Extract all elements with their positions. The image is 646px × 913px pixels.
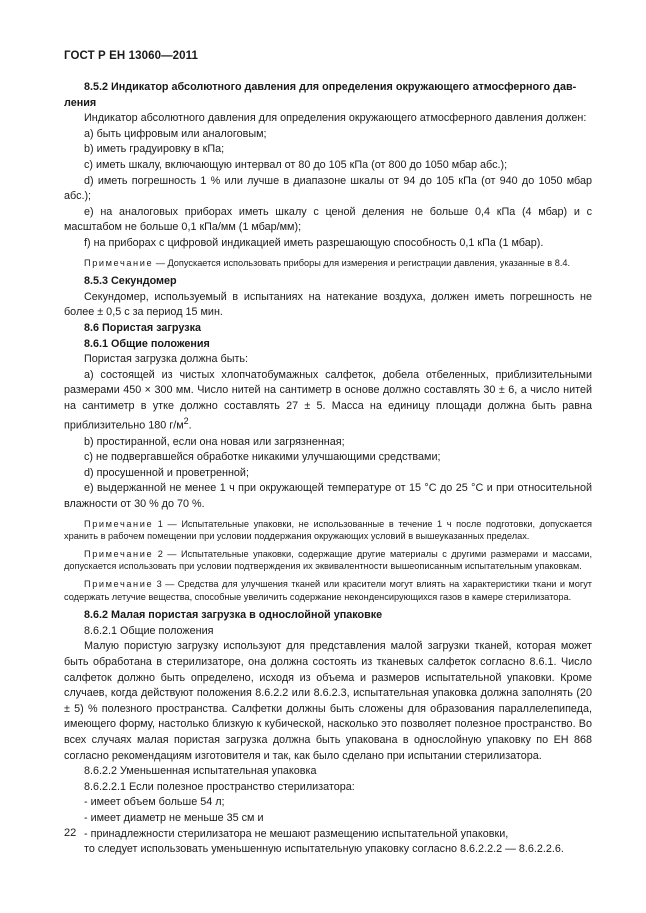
list-item [64, 368, 592, 435]
section-8-6-2-1-heading: 8.6.2.1 Общие положения [84, 624, 214, 637]
page-content [64, 80, 592, 858]
list-item: c) иметь шкалу, включающую интервал от 80 до 105 кПа (от 800 до 1050 мбар абс.); [84, 158, 508, 171]
note-text: — Допускается использовать приборы для измерения и регистрации давления, указанные в 8.4. [153, 257, 571, 268]
section-8-5-3-text: Секундомер, используемый в испытаниях на натекание воздуха, должен иметь погрешность не более ± 0,5 с за период 15 мин. [64, 290, 592, 319]
list-item: d) иметь погрешность 1 % или лучше в диапазоне шкалы от 94 до 105 кПа (от 940 до 1050 мбар абс.); [64, 174, 592, 203]
note-label: Примечание [84, 518, 154, 529]
heading-line-1: 8.5.2 Индикатор абсолютного давления для определения окружающего атмосферного дав- [84, 81, 577, 93]
item-a-end: . [188, 420, 192, 433]
note-text: 1 — Испытательные упаковки, не использованные в течение 1 ч после подготовки, допускается хранить в рабочем помещении при условии поддержания окружающих условий в вышеуказанных пределах. [64, 518, 592, 542]
heading-line-2: ления [64, 96, 97, 109]
section-8-6-1-intro: Пористая загрузка должна быть: [84, 353, 249, 366]
note [64, 578, 592, 603]
section-8-6-2-heading: 8.6.2 Малая пористая загрузка в однослойной упаковке [84, 609, 383, 622]
list-item: a) быть цифровым или аналоговым; [84, 127, 267, 140]
note-text: 2 — Испытательные упаковки, содержащие другие материалы с другими размерами и массами, допускается использовать при условии подтверждения их эквивалентности вышеописанным испытательным упаковкам. [64, 548, 592, 572]
section-8-6-1-heading: 8.6.1 Общие положения [84, 337, 210, 350]
section-8-6-2-1-paragraph: Малую пористую загрузку используют для представления малой загрузки тканей, которая может быть обработана в стерилизаторе, она должна состоять из тканевых салфеток согласно 8.6.1. Число салфеток должно быть определено, исходя из объема и размеров испытательной упаковки. Кроме случаев, когда действуют положения 8.6.2.2 или 8.6.2.3, испытательная упаковка должна заполнять (20 ± 5) % полезного пространства. Салфетки должны быть сложены для образования параллелепипеда, имеющего форму, настолько близкую к кубической, насколько это позволяет полезное пространство. Во всех случаях малая пористая загрузка должна быть упакована в однослойную упаковку по ЕН 868 согласно рекомендациям изготовителя и так, как было сделано при испытании стерилизатора. [64, 640, 592, 762]
note-label: Примечание [84, 257, 154, 268]
list-item: d) просушенной и проветренной; [84, 466, 249, 479]
list-item: e) на аналоговых приборах иметь шкалу с ценой деления не больше 0,4 кПа (4 мбар) и с масштабом не больше 0,1 кПа/мм (1 мбар/мм); [64, 205, 592, 234]
standard-header: ГОСТ Р ЕН 13060—2011 [64, 50, 199, 62]
note-label: Примечание [84, 548, 154, 559]
dash-item: - имеет объем больше 54 л; [84, 796, 225, 809]
section-8-6-2-2-heading: 8.6.2.2 Уменьшенная испытательная упаковка [84, 765, 317, 778]
note-text: 3 — Средства для улучшения тканей или красители могут влиять на характеристики ткани и могут содержать летучие вещества, способные увеличить содержание неконденсирующихся газов в камере стерилизатора. [64, 579, 592, 602]
item-a-text: a) состоящей из чистых хлопчатобумажных салфеток, добела отбеленных, приблизительными размерами 450 × 300 мм. Число нитей на сантиметр в основе должно составлять 30 ± 6, а число нитей на сантиметр в утке должно составлять 27 ± 5. Масса на единицу площади должна быть равна приблизительно 180 г/м [64, 368, 592, 433]
section-8-5-2-heading [64, 80, 592, 111]
note [64, 548, 592, 573]
superscript: 2 [183, 416, 189, 427]
dash-item: - имеет диаметр не меньше 35 см и [84, 811, 264, 824]
list-item: e) выдержанной не менее 1 ч при окружающей температуре от 15 °С до 25 °С и при относительной влажности от 30 % до 70 %. [64, 482, 592, 511]
note [64, 257, 592, 270]
closing-sentence: то следует использовать уменьшенную испытательную упаковку согласно 8.6.2.2.2 — 8.6.2.2.6. [84, 843, 564, 856]
list-item: f) на приборах с цифровой индикацией иметь разрешающую способность 0,1 кПа (1 мбар). [84, 236, 544, 249]
dash-item: - принадлежности стерилизатора не мешают размещению испытательной упаковки, [84, 827, 509, 840]
page-number: 22 [64, 827, 77, 839]
section-8-6-heading: 8.6 Пористая загрузка [84, 321, 202, 334]
list-item: b) иметь градуировку в кПа; [84, 143, 225, 156]
note-label: Примечание [84, 579, 154, 589]
section-8-5-3-heading: 8.5.3 Секундомер [84, 275, 177, 288]
section-8-6-2-2-1-heading: 8.6.2.2.1 Если полезное пространство стерилизатора: [84, 780, 355, 793]
list-item: b) простиранной, если она новая или загрязненная; [84, 435, 345, 448]
section-8-5-2-intro: Индикатор абсолютного давления для определения окружающего атмосферного давления должен: [84, 112, 587, 125]
list-item: c) не подвергавшейся обработке никакими улучшающими средствами; [84, 451, 441, 464]
note [64, 518, 592, 543]
